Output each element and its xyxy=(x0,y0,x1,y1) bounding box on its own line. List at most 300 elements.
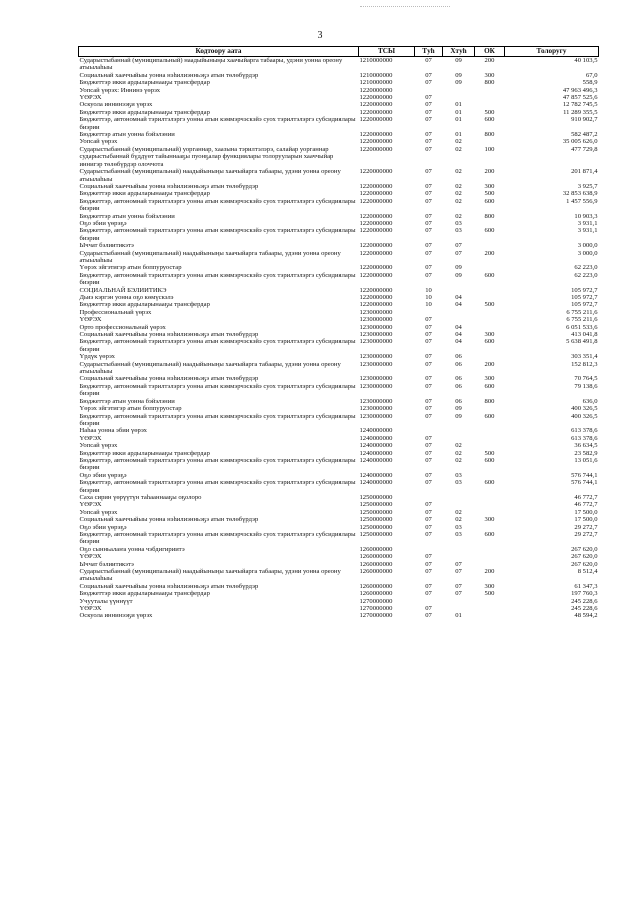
row-name: Бюджеттэр, автономнай тэрилтэлэргэ уонна атын кэммэрчэскэйэ суох тэрилтэлэргэ субсидиялары биэрии xyxy=(79,116,356,131)
row-amount: 105 972,7 xyxy=(571,294,598,301)
table-row xyxy=(79,294,599,301)
row-tyh: 07 xyxy=(425,471,432,479)
row-tyh: 07 xyxy=(425,331,432,339)
row-tyh xyxy=(415,87,443,94)
row-amount: 67,0 xyxy=(585,71,598,79)
row-name: Бюджеттэр атын уонна бэйэлэнии xyxy=(79,212,175,220)
table-row xyxy=(79,531,599,546)
row-tyh: 07 xyxy=(425,116,432,124)
row-ok xyxy=(475,287,505,294)
row-tsy: 1240000000 xyxy=(359,456,393,464)
row-tyh xyxy=(415,546,443,553)
row-name: ҮӨРЭХ xyxy=(79,553,102,561)
row-ok: 600 xyxy=(484,382,495,390)
row-ok: 600 xyxy=(484,456,495,464)
row-ok xyxy=(475,264,505,271)
row-tsy: 1250000000 xyxy=(359,516,393,524)
row-ok: 200 xyxy=(484,249,495,257)
row-amount: 6 755 211,6 xyxy=(566,316,598,324)
table-row xyxy=(79,361,599,376)
table-row xyxy=(79,590,599,597)
row-tyh: 07 xyxy=(425,57,432,64)
row-amount: 62 223,0 xyxy=(574,271,598,279)
row-amount: 582 487,2 xyxy=(571,131,598,139)
row-amount: 477 729,8 xyxy=(571,145,598,153)
row-ok xyxy=(475,353,505,360)
row-amount: 8 512,4 xyxy=(577,568,598,576)
row-name: Профессиональнай үөрэх xyxy=(79,308,152,316)
row-ok: 200 xyxy=(484,168,495,176)
row-name: Бюджеттэр атын уонна бэйэлэнии xyxy=(79,131,175,139)
header-xtyh: Хтyh xyxy=(443,47,475,57)
row-ok xyxy=(475,101,505,108)
row-xtyh: 03 xyxy=(455,479,462,487)
row-xtyh: 09 xyxy=(455,412,462,420)
table-row xyxy=(79,131,599,138)
row-xtyh: 04 xyxy=(455,301,462,309)
row-tsy: 1230000000 xyxy=(359,331,393,339)
row-name: Социальнай хааччыйыы уонна нэһилиэнньэҕэ атын төлөбүрдэр xyxy=(79,331,259,339)
row-tsy: 1210000000 xyxy=(359,57,393,64)
row-tyh: 07 xyxy=(425,449,432,457)
row-name: Бюджеттэр, автономнай тэрилтэлэргэ уонна атын кэммэрчэскэйэ суох тэрилтэлэргэ субсидиялары биэрии xyxy=(79,456,356,472)
row-xtyh xyxy=(443,605,475,612)
row-name: Оскуола иннинээҕи үөрэх xyxy=(79,612,153,620)
row-tsy: 1220000000 xyxy=(359,249,393,257)
row-xtyh: 02 xyxy=(455,190,462,198)
row-name: Бюджеттэр икки ардыларынааҕы трансфердар xyxy=(79,190,210,198)
row-name: Үөрэх эйгэтигэр атын боппуруостар xyxy=(79,405,182,413)
table-row xyxy=(79,94,599,101)
row-tyh: 07 xyxy=(425,360,432,368)
row-tyh: 07 xyxy=(425,79,432,87)
row-name: Оҕо эбии үөрэҕэ xyxy=(79,523,127,531)
table-header xyxy=(79,47,599,57)
row-amount: 558,9 xyxy=(582,79,598,87)
row-ok xyxy=(475,501,505,508)
row-amount: 105 972,7 xyxy=(571,286,598,294)
table-row xyxy=(79,383,599,398)
row-tsy: 1220000000 xyxy=(359,116,393,124)
row-xtyh xyxy=(443,435,475,442)
row-tsy: 1220000000 xyxy=(359,190,393,198)
row-tsy: 1260000000 xyxy=(359,568,393,576)
row-xtyh: 01 xyxy=(455,101,462,109)
row-ok xyxy=(475,87,505,94)
row-xtyh: 03 xyxy=(455,219,462,227)
row-ok xyxy=(475,472,505,479)
row-name: Саха сирин үөрүүтүн таһааннааҕы оҕолоро xyxy=(79,493,202,501)
row-tsy: 1270000000 xyxy=(359,597,393,605)
table-row xyxy=(79,220,599,227)
row-tyh: 07 xyxy=(425,397,432,405)
table-row xyxy=(79,190,599,197)
table-row xyxy=(79,353,599,360)
row-amount: 29 272,7 xyxy=(574,523,598,531)
row-tyh: 10 xyxy=(425,301,432,309)
row-name: Бюджеттэр икки ардыларынааҕы трансфердар xyxy=(79,301,210,309)
row-amount: 303 351,4 xyxy=(571,353,598,361)
row-name: Социальнай хааччыйыы уонна нэһилиэнньэҕэ атын төлөбүрдэр xyxy=(79,182,259,190)
row-amount: 152 812,3 xyxy=(571,360,598,368)
row-amount: 636,0 xyxy=(582,397,598,405)
table-row xyxy=(79,264,599,271)
row-tyh: 07 xyxy=(425,516,432,524)
row-xtyh: 09 xyxy=(455,271,462,279)
table-row xyxy=(79,598,599,605)
row-xtyh: 07 xyxy=(455,560,462,568)
row-tsy: 1220000000 xyxy=(359,168,393,176)
row-ok: 600 xyxy=(484,116,495,124)
row-tsy: 1220000000 xyxy=(359,197,393,205)
row-tyh: 07 xyxy=(425,101,432,109)
table-row xyxy=(79,287,599,294)
row-tsy: 1220000000 xyxy=(359,219,393,227)
row-ok xyxy=(475,546,505,553)
table-row xyxy=(79,494,599,501)
row-xtyh: 06 xyxy=(455,353,462,361)
row-amount: 613 378,6 xyxy=(571,434,598,442)
row-amount: 17 500,0 xyxy=(574,508,598,516)
row-tyh: 07 xyxy=(425,590,432,598)
row-ok: 600 xyxy=(484,227,495,235)
row-amount: 267 620,0 xyxy=(571,560,598,568)
table-row xyxy=(79,561,599,568)
row-name: Бюджеттэр, автономнай тэрилтэлэргэ уонна атын кэммэрчэскэйэ суох тэрилтэлэргэ субсидиялары биэрии xyxy=(79,338,356,353)
table-row xyxy=(79,213,599,220)
row-name: Социальнай хааччыйыы уонна нэһилиэнньэҕэ атын төлөбүрдэр xyxy=(79,71,259,79)
row-tsy: 1270000000 xyxy=(359,605,393,613)
row-tsy: 1250000000 xyxy=(359,508,393,516)
row-tsy: 1230000000 xyxy=(359,353,393,361)
table-row xyxy=(79,509,599,516)
row-ok: 300 xyxy=(484,71,495,79)
row-tyh: 07 xyxy=(425,434,432,442)
row-tsy: 1220000000 xyxy=(359,86,393,94)
row-name: Сударыстыбаннай (муниципальнай) наадыйыныңы хаачыйарга табаары, удэни уонна ореону атыылаһыы xyxy=(79,168,341,183)
row-name: Бюджеттэр, автономнай тэрилтэлэргэ уонна атын кэммэрчэскэйэ суох тэрилтэлэргэ субсидиялары биэрии xyxy=(79,382,356,398)
row-amount: 576 744,1 xyxy=(571,479,598,487)
row-tsy: 1230000000 xyxy=(359,323,393,331)
row-name: Бюджеттэр, автономнай тэрилтэлэргэ уонна атын кэммэрчэскэйэ суох тэрилтэлэргэ субсидиялары биэрии xyxy=(79,227,356,242)
row-tsy: 1220000000 xyxy=(359,301,393,309)
row-xtyh: 02 xyxy=(455,182,462,190)
row-xtyh: 02 xyxy=(455,197,462,205)
row-tsy: 1250000000 xyxy=(359,523,393,531)
row-amount: 105 972,7 xyxy=(571,301,598,309)
row-ok: 500 xyxy=(484,108,495,116)
row-name: Бюджеттэр атын уонна бэйэлэнии xyxy=(79,397,175,405)
row-name: Үөрэх эйгэтигэр атын боппуруостар xyxy=(79,264,182,272)
row-xtyh xyxy=(443,494,475,501)
row-ok: 800 xyxy=(484,397,495,405)
row-tyh: 10 xyxy=(425,286,432,294)
row-amount: 17 500,0 xyxy=(574,516,598,524)
row-ok: 600 xyxy=(484,197,495,205)
row-amount: 3 931,1 xyxy=(577,227,598,235)
row-amount: 201 871,4 xyxy=(571,168,598,176)
row-name: Уопсай үөрэх xyxy=(79,442,118,450)
row-xtyh xyxy=(443,501,475,508)
row-xtyh: 03 xyxy=(455,531,462,538)
table-row xyxy=(79,57,599,72)
table-row xyxy=(79,101,599,108)
table-row xyxy=(79,116,599,131)
row-xtyh xyxy=(443,553,475,560)
row-amount: 1 457 556,9 xyxy=(566,197,598,205)
row-tsy: 1250000000 xyxy=(359,493,393,501)
row-amount: 47 963 496,3 xyxy=(562,86,598,94)
row-tyh: 07 xyxy=(425,323,432,331)
row-name: Учууталы үүннүүт xyxy=(79,597,133,605)
row-tsy: 1220000000 xyxy=(359,94,393,102)
row-tsy: 1220000000 xyxy=(359,264,393,272)
row-tsy: 1230000000 xyxy=(359,375,393,383)
row-tyh: 07 xyxy=(425,145,432,153)
table-row xyxy=(79,183,599,190)
row-xtyh: 02 xyxy=(455,212,462,220)
table-row xyxy=(79,479,599,494)
row-xtyh: 07 xyxy=(455,242,462,250)
row-tyh: 07 xyxy=(425,227,432,235)
row-name: Уопсай үөрэх xyxy=(79,138,118,146)
row-ok xyxy=(475,612,505,619)
row-tyh: 07 xyxy=(425,242,432,250)
table-body xyxy=(79,57,599,620)
row-xtyh: 07 xyxy=(455,590,462,598)
row-xtyh: 02 xyxy=(455,442,462,450)
row-name: Бюджеттэр икки ардыларынааҕы трансфердар xyxy=(79,79,210,87)
row-tyh: 07 xyxy=(425,442,432,450)
row-ok: 600 xyxy=(484,338,495,346)
header-amount: Толоругу xyxy=(505,47,599,57)
row-amount: 35 005 626,0 xyxy=(562,138,598,146)
row-xtyh: 03 xyxy=(455,471,462,479)
row-ok: 200 xyxy=(484,568,495,576)
row-tyh: 07 xyxy=(425,249,432,257)
row-name: ҮӨРЭХ xyxy=(79,605,102,613)
row-name: Ыччат бэлиитикэтэ xyxy=(79,242,134,250)
row-amount: 12 782 745,5 xyxy=(562,101,598,109)
row-name: ҮӨРЭХ xyxy=(79,94,102,102)
row-tyh: 07 xyxy=(425,316,432,324)
row-ok: 300 xyxy=(484,375,495,383)
row-ok xyxy=(475,220,505,227)
row-tsy: 1230000000 xyxy=(359,316,393,324)
table-row xyxy=(79,457,599,472)
table-row xyxy=(79,546,599,553)
row-xtyh: 04 xyxy=(455,338,462,346)
row-ok: 800 xyxy=(484,79,495,87)
row-name: Бюджеттэр икки ардыларынааҕы трансфердар xyxy=(79,449,210,457)
row-tyh: 07 xyxy=(425,568,432,576)
row-xtyh: 02 xyxy=(455,456,462,464)
row-amount: 267 620,0 xyxy=(571,553,598,561)
row-name: Оҕо сынньалаҥа уонна чэбдигириитэ xyxy=(79,545,185,553)
row-xtyh xyxy=(443,546,475,553)
header-ok: ОК xyxy=(475,47,505,57)
row-xtyh: 03 xyxy=(455,523,462,531)
row-amount: 6 755 211,6 xyxy=(566,308,598,316)
row-name: Орто профессиональнай үөрэх xyxy=(79,323,166,331)
row-name: Үрдүк үөрэх xyxy=(79,353,115,361)
row-tyh xyxy=(415,427,443,434)
table-row xyxy=(79,427,599,434)
row-amount: 48 594,2 xyxy=(574,612,598,620)
row-tsy: 1260000000 xyxy=(359,553,393,561)
row-tsy: 1230000000 xyxy=(359,360,393,368)
row-tyh xyxy=(415,598,443,605)
row-tsy: 1220000000 xyxy=(359,138,393,146)
row-xtyh xyxy=(443,94,475,101)
row-tsy: 1240000000 xyxy=(359,471,393,479)
row-ok: 600 xyxy=(484,479,495,487)
row-name: Бюджеттэр, автономнай тэрилтэлэргэ уонна атын кэммэрчэскэйэ суох тэрилтэлэргэ субсидиялары биэрии xyxy=(79,531,356,546)
row-xtyh: 01 xyxy=(455,131,462,139)
row-ok xyxy=(475,138,505,145)
row-tsy: 1220000000 xyxy=(359,227,393,235)
row-name: Бюджеттэр, автономнай тэрилтэлэргэ уонна атын кэммэрчэскэйэ суох тэрилтэлэргэ субсидиялары биэрии xyxy=(79,271,356,287)
row-name: Наһаа уонна эбии үөрэх xyxy=(79,427,147,435)
row-tyh: 07 xyxy=(425,456,432,464)
table-row xyxy=(79,301,599,308)
row-amount: 32 853 638,9 xyxy=(562,190,598,198)
row-tyh: 10 xyxy=(425,294,432,301)
row-amount: 13 051,6 xyxy=(574,456,598,464)
row-tyh: 07 xyxy=(425,212,432,220)
row-name: ҮӨРЭХ xyxy=(79,316,102,324)
row-amount: 62 223,0 xyxy=(574,264,598,272)
row-tsy: 1220000000 xyxy=(359,145,393,153)
table-row xyxy=(79,146,599,168)
row-ok xyxy=(475,561,505,568)
row-xtyh: 06 xyxy=(455,382,462,390)
table-row xyxy=(79,331,599,338)
row-name: Уопсай үөрэх xyxy=(79,508,118,516)
row-ok: 200 xyxy=(484,360,495,368)
row-xtyh: 01 xyxy=(455,116,462,124)
table-row xyxy=(79,568,599,583)
table-row xyxy=(79,72,599,79)
row-tyh: 07 xyxy=(425,197,432,205)
row-tyh xyxy=(415,309,443,316)
row-amount: 40 103,5 xyxy=(574,57,598,64)
row-amount: 70 764,5 xyxy=(574,375,598,383)
table-row xyxy=(79,405,599,412)
row-ok xyxy=(475,316,505,323)
row-tsy: 1220000000 xyxy=(359,271,393,279)
row-name: Бюджеттэр, автономнай тэрилтэлэргэ уонна атын кэммэрчэскэйэ суох тэрилтэлэргэ субсидиялары биэрии xyxy=(79,479,356,494)
row-tsy: 1240000000 xyxy=(359,427,393,435)
row-ok xyxy=(475,242,505,249)
row-amount: 29 272,7 xyxy=(574,531,598,538)
row-tyh: 07 xyxy=(425,382,432,390)
row-xtyh: 09 xyxy=(455,264,462,272)
row-tsy: 1220000000 xyxy=(359,182,393,190)
row-name: Сударыстыбаннай (муниципальнай) наадыйыныңы хаачыйарга табаары, удэни уонна ореону атыылаһыы xyxy=(79,360,341,376)
row-tyh: 07 xyxy=(425,190,432,198)
table-row xyxy=(79,413,599,428)
row-xtyh: 07 xyxy=(455,249,462,257)
row-tsy: 1230000000 xyxy=(359,412,393,420)
row-name: СОЦИАЛЬНАЙ БЭЛИИТИКЭ xyxy=(79,286,167,294)
row-name: Оҕо эбии үөрэҕэ xyxy=(79,471,127,479)
scan-artifact xyxy=(360,6,450,9)
table-row xyxy=(79,583,599,590)
row-amount: 5 638 491,8 xyxy=(566,338,598,346)
row-tyh: 07 xyxy=(425,71,432,79)
budget-table xyxy=(78,46,599,620)
row-xtyh: 01 xyxy=(455,612,462,620)
row-tsy: 1250000000 xyxy=(359,531,393,538)
row-ok: 200 xyxy=(484,57,495,64)
row-tsy: 1260000000 xyxy=(359,582,393,590)
row-tsy: 1220000000 xyxy=(359,101,393,109)
row-tyh: 07 xyxy=(425,405,432,413)
row-ok: 100 xyxy=(484,145,495,153)
row-name: Сударыстыбаннай (муниципальнай) наадыйыныңы хаачыйарга табаары, удэни уонна ореону атыылаһыы xyxy=(79,568,341,583)
row-tyh: 07 xyxy=(425,605,432,613)
row-ok: 300 xyxy=(484,516,495,524)
row-tyh xyxy=(415,494,443,501)
table-row xyxy=(79,501,599,508)
row-tyh: 07 xyxy=(425,508,432,516)
row-tyh: 07 xyxy=(425,138,432,146)
row-name: Социальнай хааччыйыы уонна нэһилиэнньэҕэ атын төлөбүрдэр xyxy=(79,375,259,383)
header-tyh: Тyh xyxy=(415,47,443,57)
row-ok: 600 xyxy=(484,412,495,420)
row-ok xyxy=(475,605,505,612)
page-number: 3 xyxy=(317,30,323,41)
row-ok: 500 xyxy=(484,449,495,457)
table-row xyxy=(79,138,599,145)
table-row xyxy=(79,472,599,479)
row-xtyh: 04 xyxy=(455,294,462,301)
row-tsy: 1240000000 xyxy=(359,442,393,450)
row-amount: 23 582,9 xyxy=(574,449,598,457)
row-name: Уопсай үөрэх: Иннинэ үөрэх xyxy=(79,86,161,94)
row-tsy: 1240000000 xyxy=(359,479,393,487)
row-ok: 300 xyxy=(484,582,495,590)
row-ok: 600 xyxy=(484,271,495,279)
table-row xyxy=(79,309,599,316)
row-xtyh: 02 xyxy=(455,508,462,516)
table-row xyxy=(79,242,599,249)
row-tyh: 07 xyxy=(425,375,432,383)
table-row xyxy=(79,524,599,531)
row-ok xyxy=(475,309,505,316)
row-name: ҮӨРЭХ xyxy=(79,501,102,509)
row-name: Социальнай хааччыйыы уонна нэһилиэнньэҕэ атын төлөбүрдэр xyxy=(79,582,259,590)
row-name: ҮӨРЭХ xyxy=(79,434,102,442)
row-ok: 300 xyxy=(484,331,495,339)
row-xtyh xyxy=(443,598,475,605)
row-ok xyxy=(475,435,505,442)
header-tsy: ТСЫ xyxy=(359,47,415,57)
row-tsy: 1250000000 xyxy=(359,501,393,509)
row-amount: 910 902,7 xyxy=(571,116,598,124)
row-amount: 61 347,3 xyxy=(574,582,598,590)
row-ok xyxy=(475,324,505,331)
row-tyh: 07 xyxy=(425,412,432,420)
row-amount: 11 289 355,5 xyxy=(563,108,598,116)
row-amount: 47 857 525,6 xyxy=(562,94,598,102)
row-ok xyxy=(475,598,505,605)
row-amount: 613 378,6 xyxy=(571,427,598,435)
table-row xyxy=(79,398,599,405)
row-xtyh xyxy=(443,427,475,434)
row-name: Бюджеттэр икки ардыларынааҕы трансфердар xyxy=(79,108,210,116)
